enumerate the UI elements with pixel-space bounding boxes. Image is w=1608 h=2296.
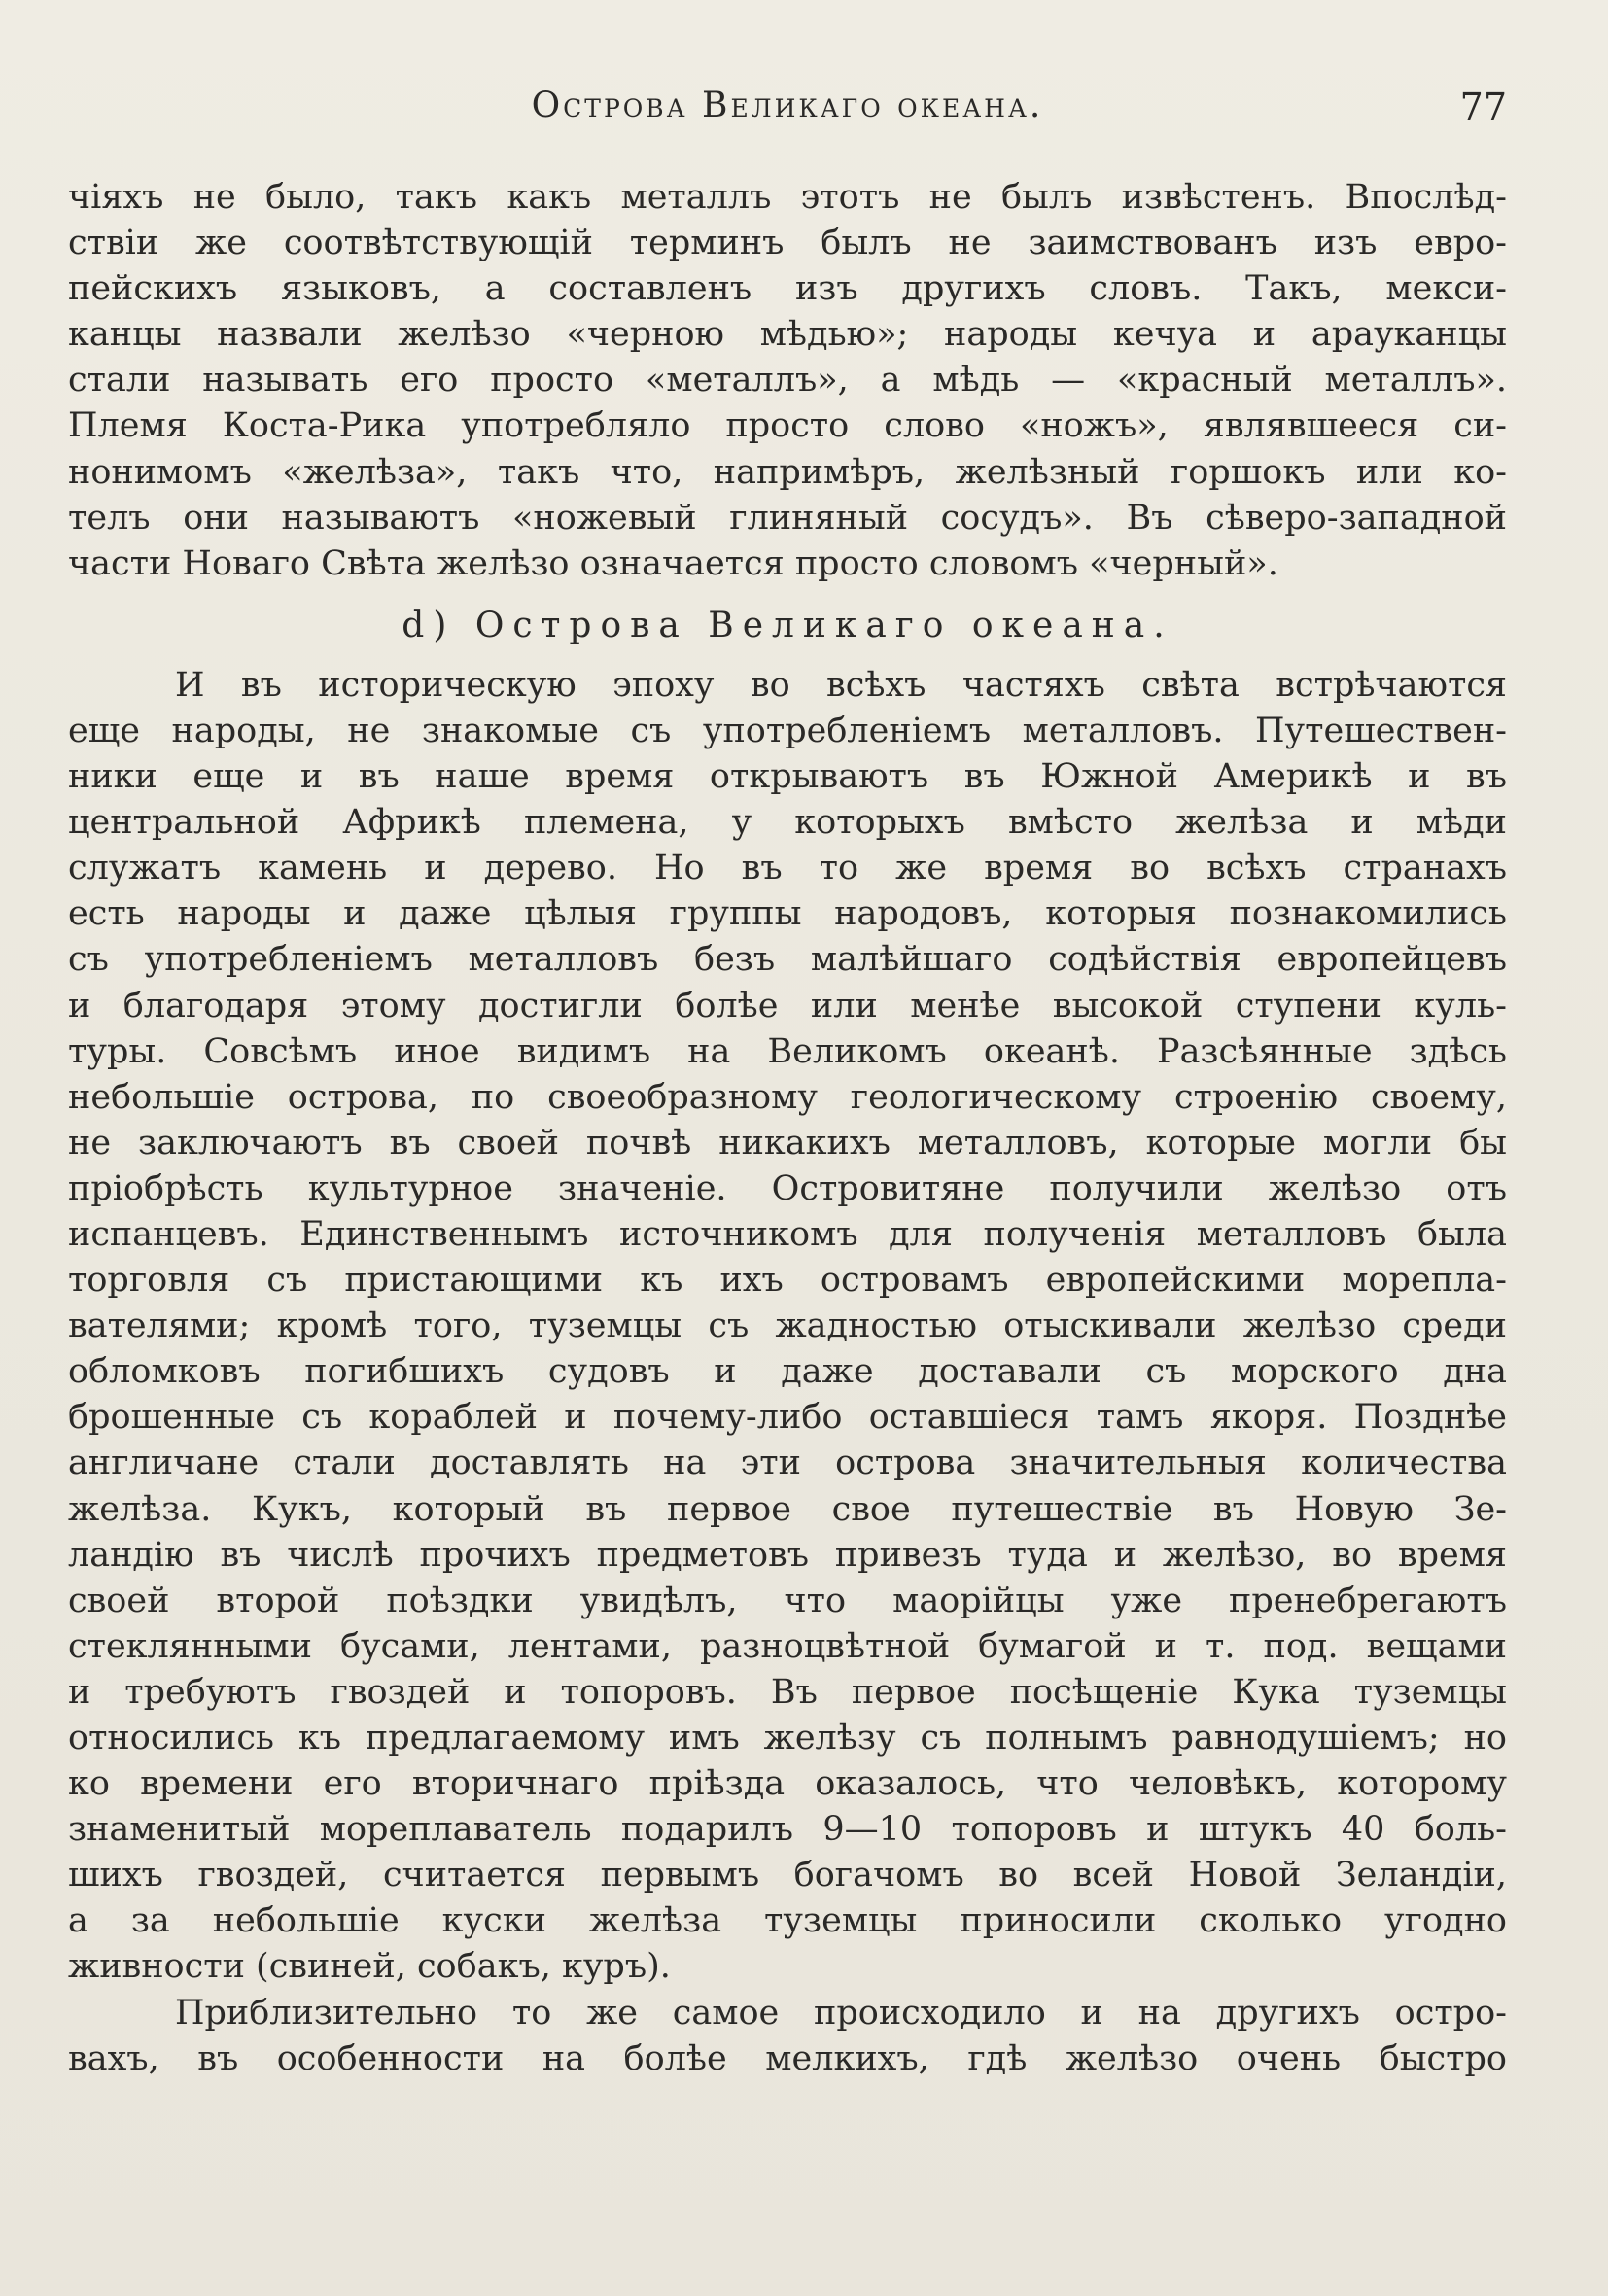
text-line: англичане стали доставлять на эти острова значительныя количества xyxy=(68,1444,1507,1483)
text-line: служатъ камень и дерево. Но въ то же время во всѣхъ странахъ xyxy=(68,849,1507,888)
text-line: Племя Коста-Рика употребляло просто слово «ножъ», являвшееся си- xyxy=(68,406,1507,446)
text-line: ко времени его вторичнаго пріѣзда оказалось, что человѣкъ, которому xyxy=(68,1764,1507,1804)
text-line: еще народы, не знакомые съ употребленіемъ металловъ. Путешествен- xyxy=(68,711,1507,750)
text-line: канцы назвали желѣзо «черною мѣдью»; народы кечуа и арауканцы xyxy=(68,315,1507,355)
text-line: относились къ предлагаемому имъ желѣзу съ полнымъ равнодушіемъ; но xyxy=(68,1719,1507,1757)
paragraph-3 xyxy=(68,1991,1507,2082)
text-line: стали называть его просто «металлъ», а мѣдь — «красный металлъ». xyxy=(68,361,1507,400)
text-line: небольшіе острова, по своеобразному геологическому строенію своему, xyxy=(68,1077,1507,1117)
text-line: ники еще и въ наше время открываютъ въ Южной Америкѣ и въ xyxy=(68,757,1507,797)
section-heading: d) Острова Великаго океана. xyxy=(402,605,1173,645)
text-line: центральной Африкѣ племена, у которыхъ вмѣсто желѣза и мѣди xyxy=(68,803,1507,843)
text-line: не заключаютъ въ своей почвѣ никакихъ металловъ, которые могли бы xyxy=(68,1123,1507,1163)
text-line: торговля съ пристающими къ ихъ островамъ европейскими морепла- xyxy=(68,1261,1507,1301)
text-line: желѣза. Кукъ, который въ первое свое путешествіе въ Новую Зе- xyxy=(68,1489,1507,1529)
text-line: стеклянными бусами, лентами, разноцвѣтной бумагой и т. под. вещами xyxy=(68,1626,1507,1666)
text-line: И въ историческую эпоху во всѣхъ частяхъ свѣта встрѣчаются xyxy=(175,665,1507,705)
paragraph-2 xyxy=(68,663,1507,1991)
text-line: туры. Совсѣмъ иное видимъ на Великомъ океанѣ. Разсѣянные здѣсь xyxy=(68,1031,1507,1071)
text-line: ландію въ числѣ прочихъ предметовъ привезъ туда и желѣзо, во время xyxy=(68,1535,1507,1575)
text-line: вателями; кромѣ того, туземцы съ жадностью отыскивали желѣзо среди xyxy=(68,1306,1507,1346)
text-line: ствіи же соотвѣтствующій терминъ былъ не заимствованъ изъ евро- xyxy=(68,224,1507,263)
text-line: шихъ гвоздей, считается первымъ богачомъ во всей Новой Зеландіи, xyxy=(68,1856,1507,1896)
body-text xyxy=(68,175,1507,2082)
running-header xyxy=(68,86,1507,134)
text-line: части Новаго Свѣта желѣзо означается просто словомъ «черный». xyxy=(68,543,1278,583)
text-line: вахъ, въ особенности на болѣе мелкихъ, гдѣ желѣзо очень быстро xyxy=(68,2038,1507,2078)
text-line: съ употребленіемъ металловъ безъ малѣйшаго содѣйствія европейцевъ xyxy=(68,940,1507,980)
text-line: нонимомъ «желѣза», такъ что, напримѣръ, желѣзный горшокъ или ко- xyxy=(68,452,1507,492)
running-title: Острова Великаго океана. xyxy=(531,86,1044,125)
text-line: пріобрѣсть культурное значеніе. Островитяне получили желѣзо отъ xyxy=(68,1168,1507,1208)
text-line: своей второй поѣздки увидѣлъ, что маорійцы уже пренебрегаютъ xyxy=(68,1581,1507,1620)
text-line: чіяхъ не было, такъ какъ металлъ этотъ не былъ извѣстенъ. Впослѣд- xyxy=(68,178,1507,217)
text-line: брошенные съ кораблей и почему-либо оставшіеся тамъ якоря. Позднѣе xyxy=(68,1398,1507,1438)
text-line: пейскихъ языковъ, а составленъ изъ другихъ словъ. Такъ, мекси- xyxy=(68,269,1507,309)
page-number: 77 xyxy=(1459,86,1507,128)
text-line: Приблизительно то же самое происходило и на другихъ остро- xyxy=(175,1993,1507,2033)
text-line: знаменитый мореплаватель подарилъ 9—10 топоровъ и штукъ 40 боль- xyxy=(68,1810,1507,1850)
text-line: испанцевъ. Единственнымъ источникомъ для полученія металловъ была xyxy=(68,1214,1507,1254)
text-line: телъ они называютъ «ножевый глиняный сосудъ». Въ сѣверо-западной xyxy=(68,498,1507,538)
text-line: а за небольшіе куски желѣза туземцы приносили сколько угодно xyxy=(68,1901,1507,1941)
text-line: и благодаря этому достигли болѣе или менѣе высокой ступени куль- xyxy=(68,986,1507,1026)
text-line: живности (свиней, собакъ, куръ). xyxy=(68,1947,671,1987)
text-line: обломковъ погибшихъ судовъ и даже доставали съ морского дна xyxy=(68,1352,1507,1392)
text-line: и требуютъ гвоздей и топоровъ. Въ первое посѣщеніе Кука туземцы xyxy=(68,1672,1507,1712)
paragraph-1 xyxy=(68,175,1507,587)
text-line: есть народы и даже цѣлыя группы народовъ, которыя познакомились xyxy=(68,894,1507,934)
